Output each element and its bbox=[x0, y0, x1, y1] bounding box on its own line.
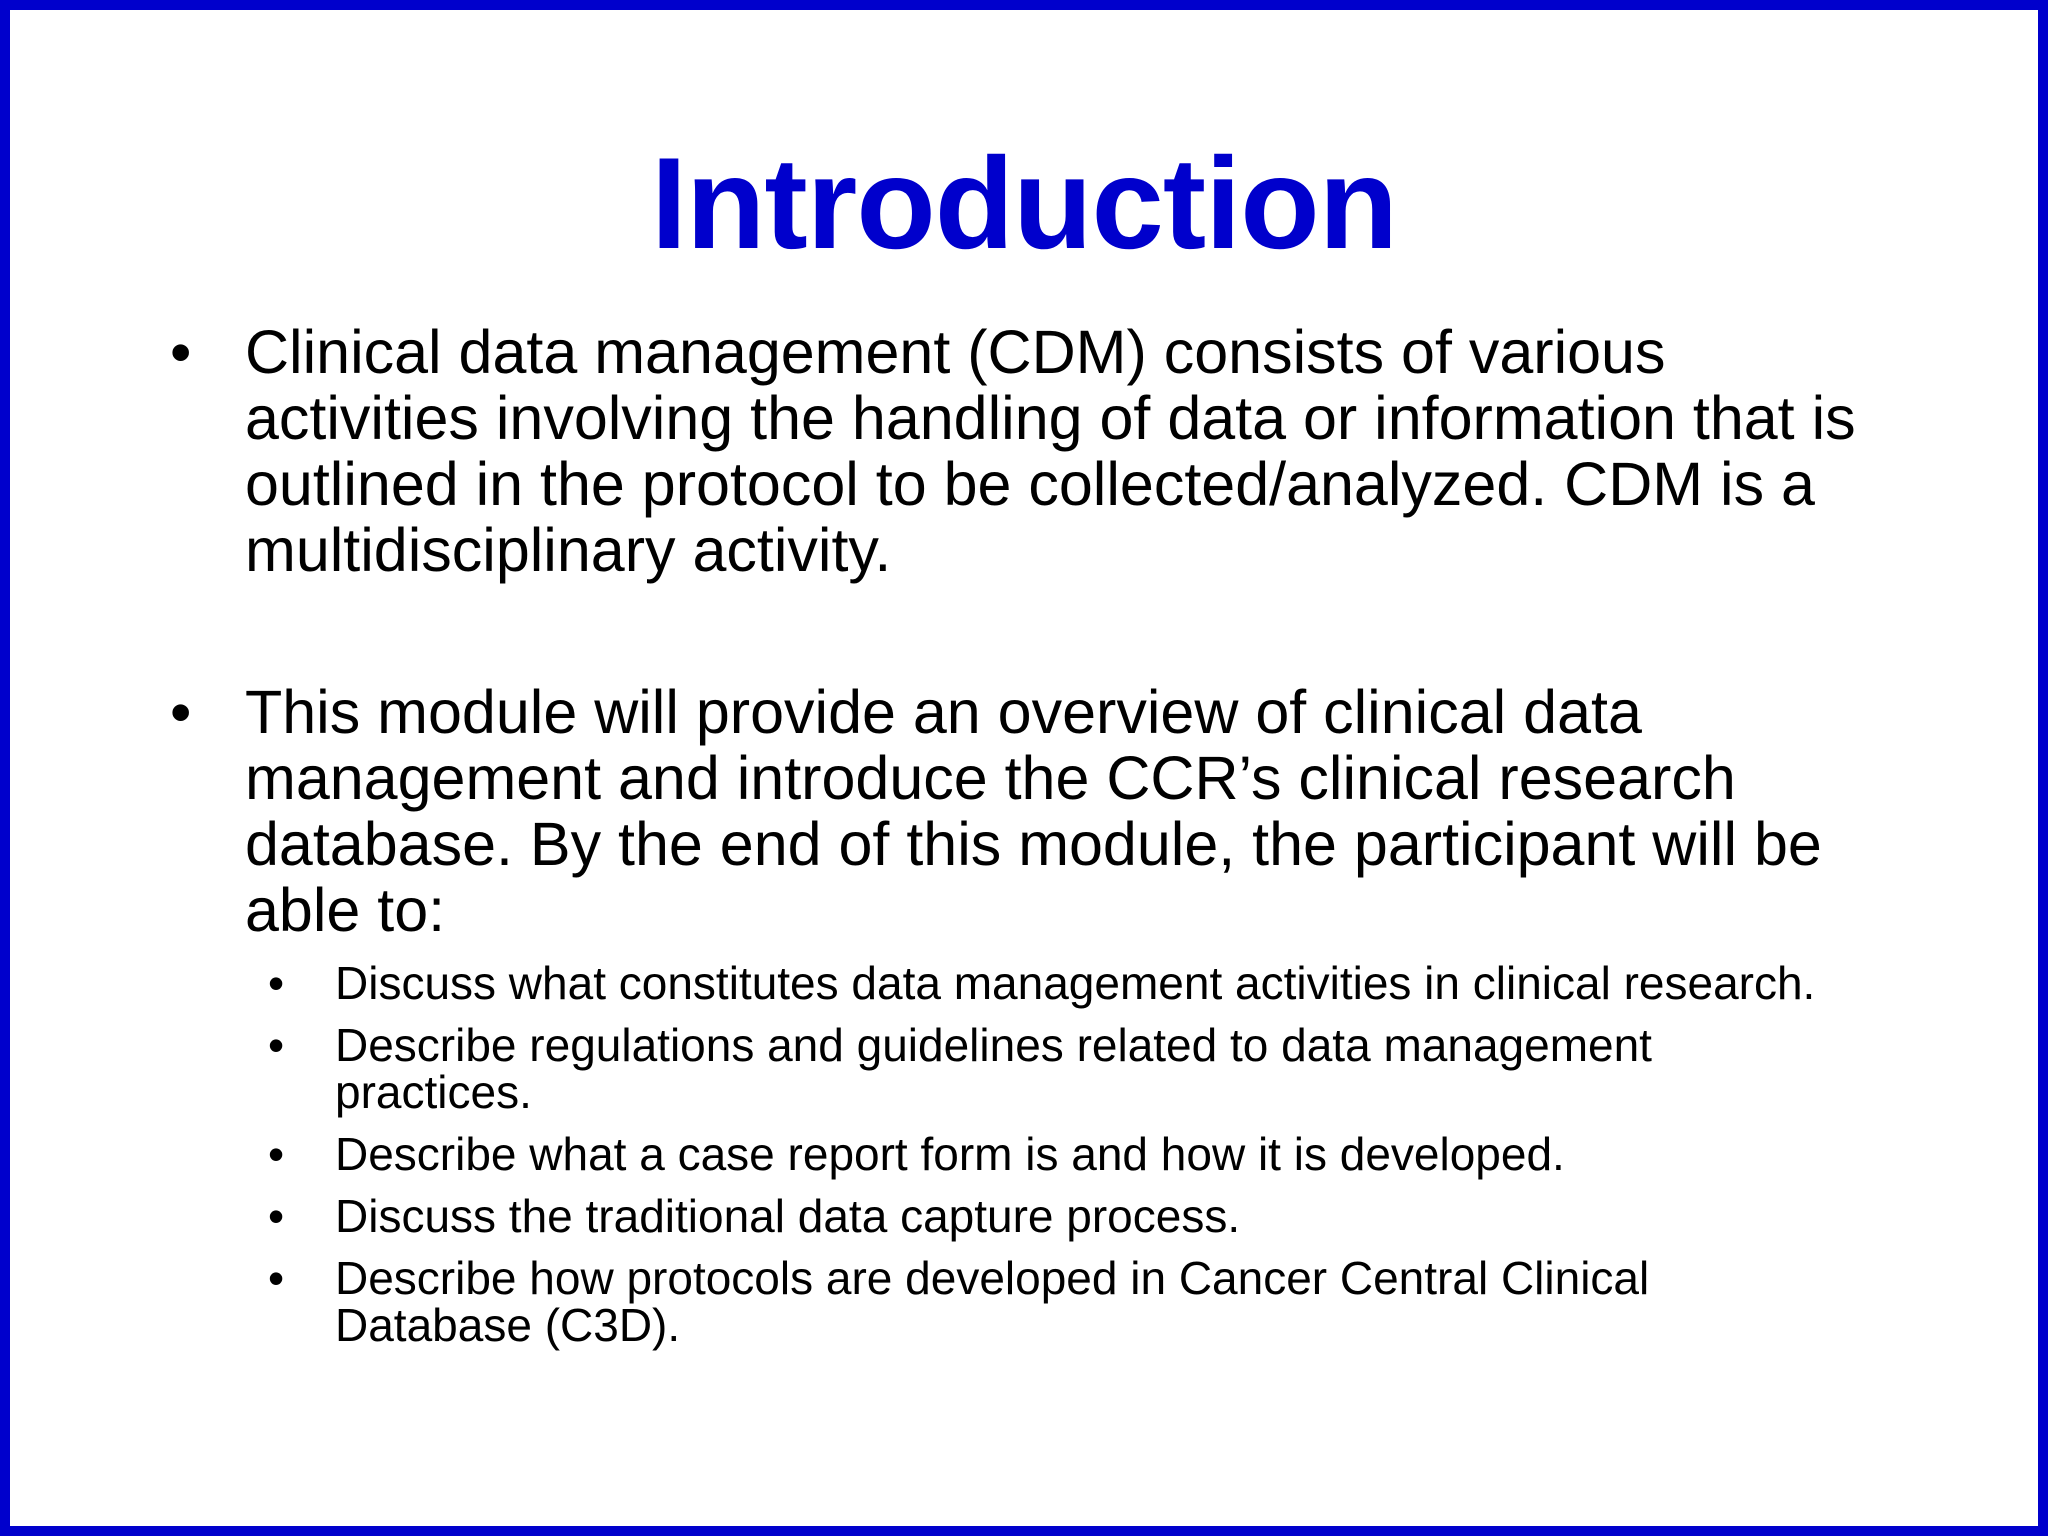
list-item-text: Describe regulations and guidelines related to data management practices. bbox=[335, 1019, 1652, 1118]
list-item bbox=[268, 957, 1828, 1009]
bullet-marker: • bbox=[170, 318, 192, 386]
bullet-text: Clinical data management (CDM) consists of various activities involving the handling of data or information that is outlined in the protocol to be collected/analyzed. CDM is a multidisciplinary activity. bbox=[245, 318, 1856, 584]
bullet-marker: • bbox=[268, 1190, 285, 1242]
learning-objectives-list bbox=[268, 957, 1828, 1364]
bullet-cdm-definition bbox=[170, 319, 1890, 583]
list-item bbox=[268, 1019, 1828, 1118]
bullet-module-overview bbox=[170, 679, 1890, 943]
list-item bbox=[268, 1190, 1828, 1242]
list-item-text: Discuss what constitutes data management activities in clinical research. bbox=[335, 957, 1816, 1009]
slide-title: Introduction bbox=[650, 130, 1398, 276]
bullet-marker: • bbox=[268, 1019, 285, 1071]
list-item-text: Discuss the traditional data capture process. bbox=[335, 1190, 1241, 1242]
bullet-marker: • bbox=[268, 1252, 285, 1304]
list-item bbox=[268, 1128, 1828, 1180]
bullet-text: This module will provide an overview of clinical data management and introduce the CCR’s clinical research database. By the end of this module, the participant will be able to: bbox=[245, 678, 1822, 944]
list-item-text: Describe how protocols are developed in Cancer Central Clinical Database (C3D). bbox=[335, 1252, 1650, 1351]
list-item-text: Describe what a case report form is and how it is developed. bbox=[335, 1128, 1565, 1180]
bullet-marker: • bbox=[268, 957, 285, 1009]
bullet-marker: • bbox=[170, 678, 192, 746]
bullet-marker: • bbox=[268, 1128, 285, 1180]
list-item bbox=[268, 1252, 1828, 1351]
